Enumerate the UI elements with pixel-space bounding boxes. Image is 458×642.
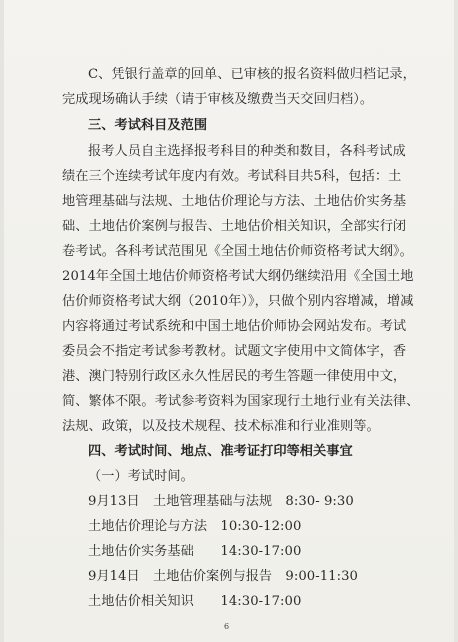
body-line: 卷考试。各科考试范围见《全国土地估价师资格考试大纲》。 [62,244,413,259]
body-line: 地管理基础与法规、土地估价理论与方法、土地估价实务基 [62,194,407,209]
subsection-heading-exam-time: （一）考试时间。 [88,469,194,484]
body-line: 委员会不指定考试参考教材。试题文字使用中文简体字，香 [62,344,407,359]
page-number: 6 [224,622,230,631]
body-line: 港、澳门特别行政区永久性居民的考生答题一律使用中文， [62,369,407,384]
body-line: 2014年全国土地估价师资格考试大纲仍继续沿用《全国土地 [62,269,414,284]
schedule-row: 土地估价理论与方法 10:30-12:00 [88,519,302,534]
body-line: 估价师资格考试大纲（2010年）》，只做个别内容增减，增减 [62,294,414,309]
schedule-row: 土地估价实务基础 14:30-17:00 [88,544,302,559]
body-line: 简、繁体不限。考试参考资料为国家现行土地行业有关法律、 [62,394,420,409]
schedule-row: 9月14日 土地估价案例与报告 9:00-11:30 [88,569,358,584]
body-line: 内容将通过考试系统和中国土地估价师协会网站发布。考试 [62,319,407,334]
body-line: 法规、政策，以及技术规程、技术标准和行业准则等。 [62,419,380,434]
schedule-row: 9月13日 土地管理基础与法规 8:30- 9:30 [88,494,354,509]
section-heading-3: 三、考试科目及范围 [88,118,208,133]
body-line: 础、土地估价案例与报告、土地估价相关知识，全部实行闭 [62,219,407,234]
body-line: 绩在三个连续考试年度内有效。考试科目共5科，包括：土 [62,169,402,184]
scan-edge-right [454,0,458,642]
section-heading-4: 四、考试时间、地点、准考证打印等相关事宜 [88,444,353,459]
scan-edge-left [0,0,4,642]
paragraph-c-line-1: C、凭银行盖章的回单、已审核的报名资料做归档记录， [88,67,416,82]
schedule-row: 土地估价相关知识 14:30-17:00 [88,594,302,609]
paragraph-c-line-2: 完成现场确认手续（请于审核及缴费当天交回归档）。 [62,92,374,107]
body-line: 报考人员自主选择报考科目的种类和数目，各科考试成 [88,144,406,159]
